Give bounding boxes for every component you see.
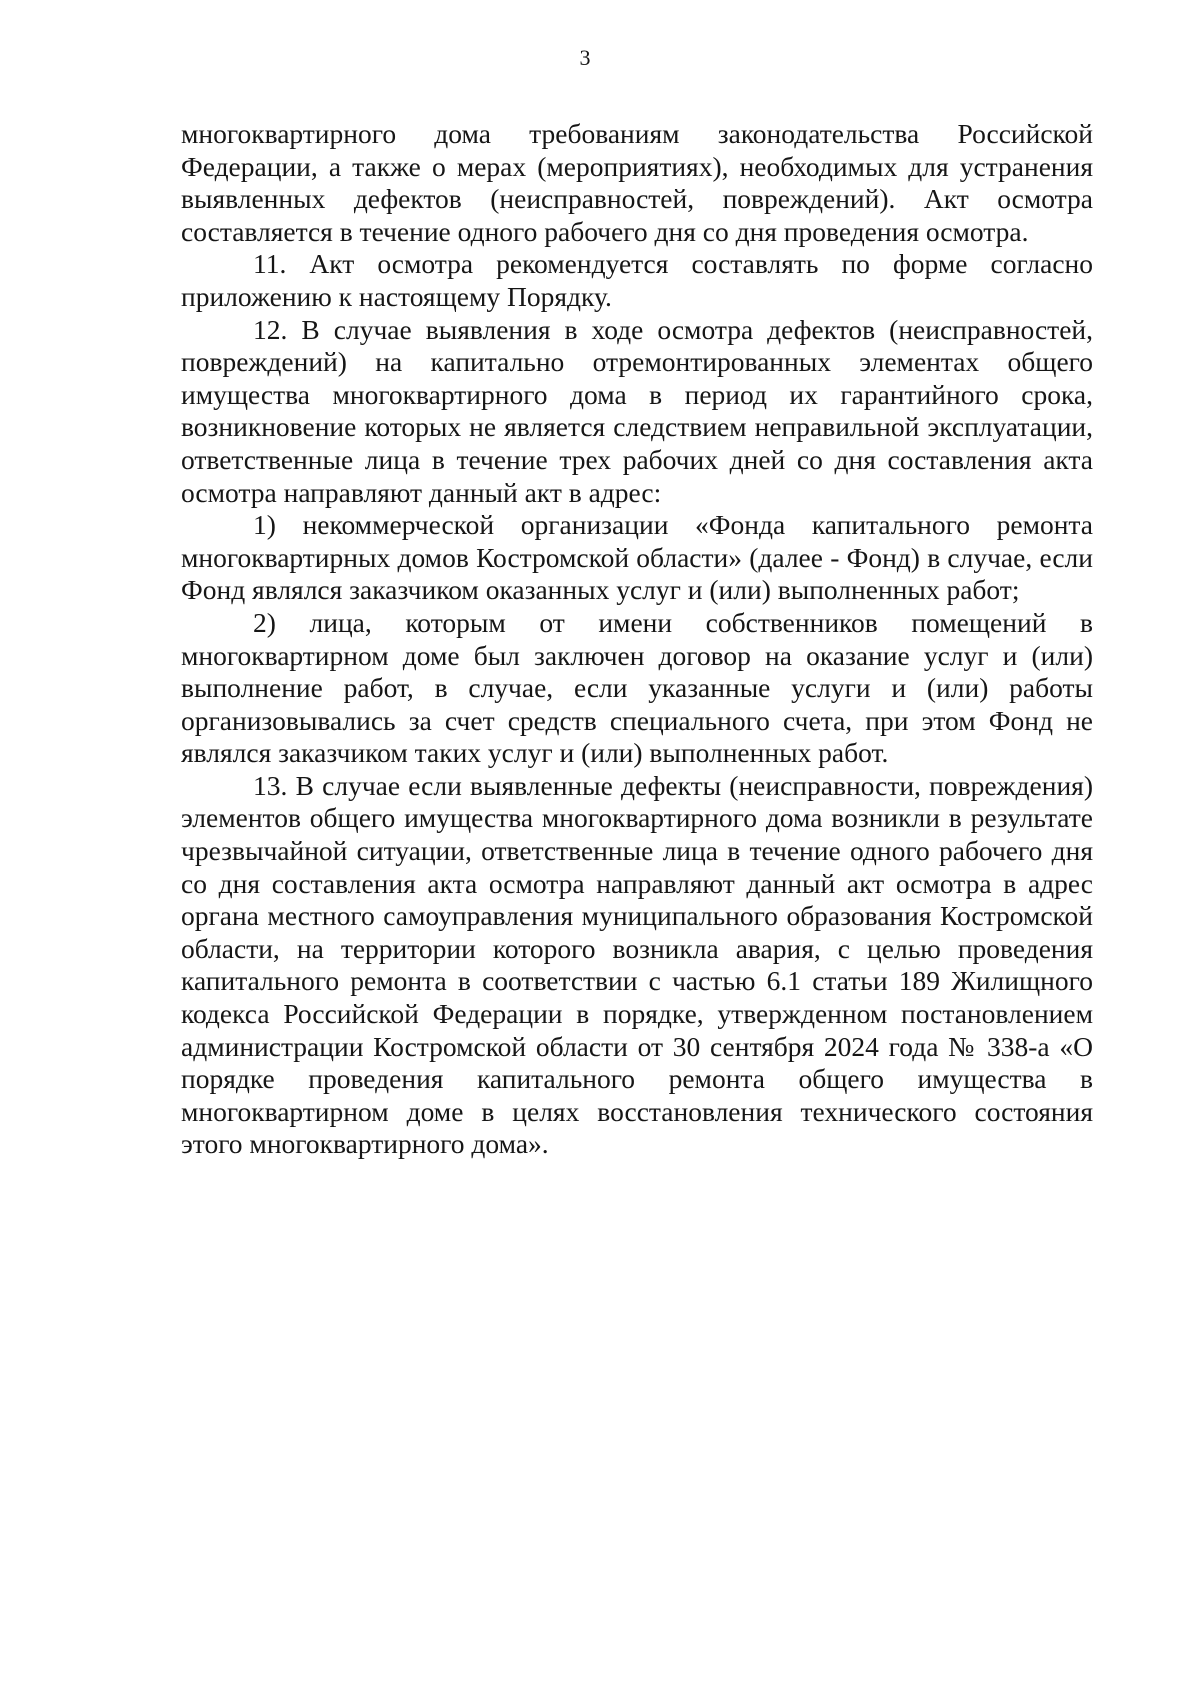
paragraph-13: 13. В случае если выявленные дефекты (неисправности, повреждения) элементов общего имущества многоквартирного дома возникли в результате чрезвычайной ситуации, ответственные лица в течение одного рабочего дня со дня составления акта осмотра направляют данный акт осмотра в адрес органа местного самоуправления муниципального образования Костромской области, на территории которого возникла авария, с целью проведения капитального ремонта в соответствии с частью 6.1 статьи 189 Жилищного кодекса Российской Федерации в порядке, утвержденном постановлением администрации Костромской области от 30 сентября 2024 года № 338-а «О порядке проведения капитального ремонта общего имущества в многоквартирном доме в целях восстановления технического состояния этого многоквартирного дома». bbox=[181, 769, 1093, 1160]
paragraph-12-item-2: 2) лица, которым от имени собственников помещений в многоквартирном доме был заключен договор на оказание услуг и (или) выполнение работ, в случае, если указанные услуги и (или) работы организовывались за счет средств специального счета, при этом Фонд не являлся заказчиком таких услуг и (или) выполненных работ. bbox=[181, 606, 1093, 769]
paragraph-continuation: многоквартирного дома требованиям законодательства Российской Федерации, а также о мерах (мероприятиях), необходимых для устранения выявленных дефектов (неисправностей, повреждений). Акт осмотра составляется в течение одного рабочего дня со дня проведения осмотра. bbox=[181, 118, 1093, 247]
page-number: 3 bbox=[579, 45, 591, 70]
paragraph-12: 12. В случае выявления в ходе осмотра дефектов (неисправностей, повреждений) на капитально отремонтированных элементах общего имущества многоквартирного дома в период их гарантийного срока, возникновение которых не является следствием неправильной эксплуатации, ответственные лица в течение трех рабочих дней со дня составления акта осмотра направляют данный акт в адрес: bbox=[181, 313, 1093, 508]
document-body bbox=[181, 118, 1093, 1161]
paragraph-12-item-1: 1) некоммерческой организации «Фонда капитального ремонта многоквартирных домов Костромской области» (далее - Фонд) в случае, если Фонд являлся заказчиком оказанных услуг и (или) выполненных работ; bbox=[181, 509, 1093, 606]
paragraph-11: 11. Акт осмотра рекомендуется составлять по форме согласно приложению к настоящему Порядку. bbox=[181, 248, 1093, 312]
